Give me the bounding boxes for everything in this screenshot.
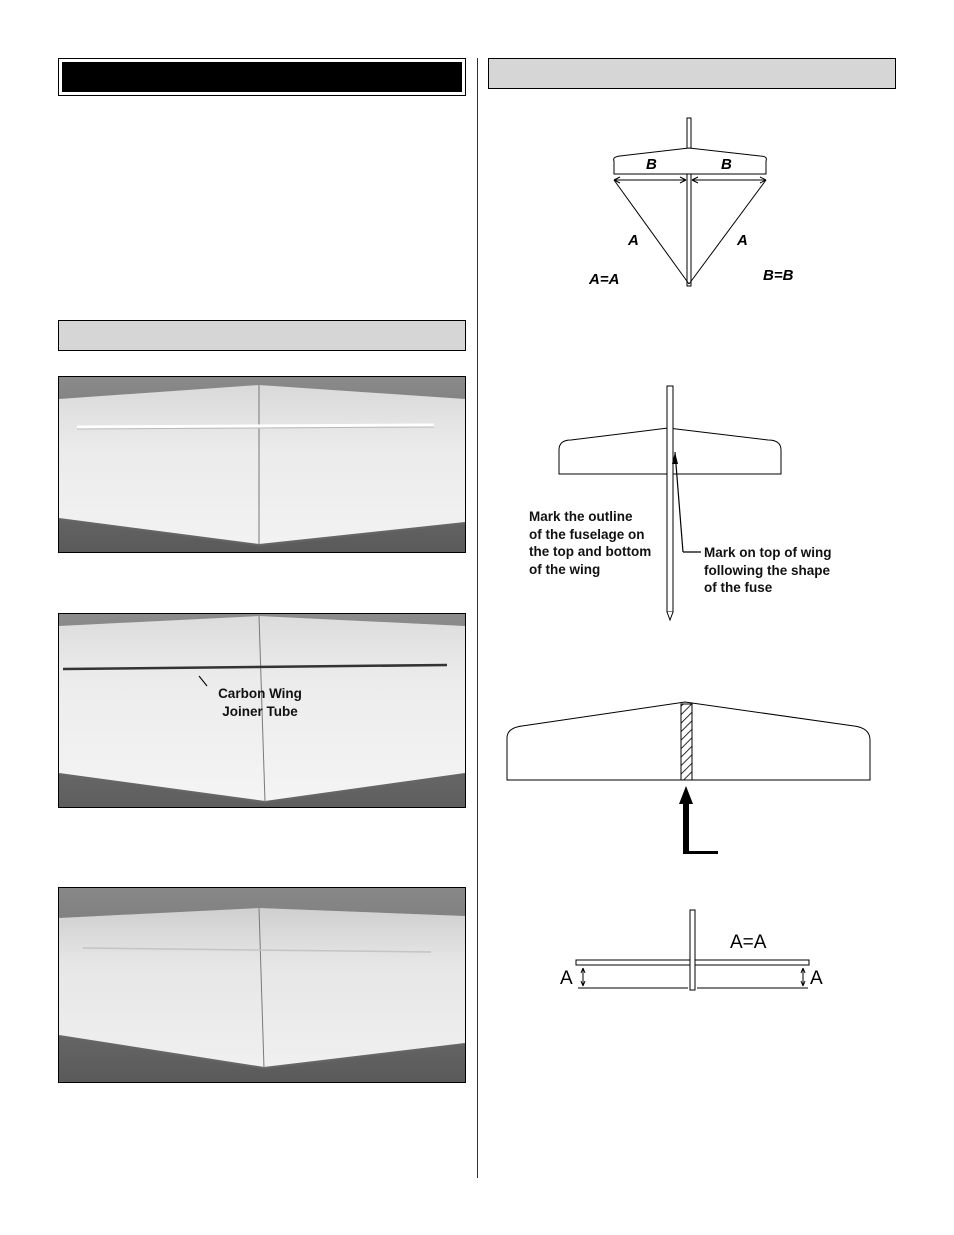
diagram4-label-right: A (810, 968, 823, 989)
step-header-bar (58, 320, 466, 351)
note-left-line-1: Mark the outline (529, 509, 633, 524)
callout-line-2: Joiner Tube (222, 703, 298, 719)
wing-center-hatch-diagram (504, 696, 874, 860)
note-left-line-2: of the fuselage on (529, 526, 645, 542)
note-right-line-3: of the fuse (704, 580, 773, 595)
diagram1-label-b-right: B (721, 156, 732, 173)
diagram1-label-a-right: A (737, 232, 748, 249)
wing-photo-3 (58, 887, 466, 1083)
photo2-callout-label (211, 685, 309, 720)
wing-level-diagram (556, 908, 832, 994)
column-divider (477, 58, 478, 1178)
callout-line-1: Carbon Wing (218, 686, 302, 701)
note-mark-top (704, 544, 832, 597)
diagram1-label-a-left: A (628, 232, 639, 249)
note-right-line-2: following the shape (704, 562, 831, 578)
note-left-line-4: of the wing (529, 561, 601, 577)
diagram4-label-left: A (560, 968, 573, 989)
diagram1-eq-b: B=B (763, 267, 794, 284)
diagram4-eq: A=A (730, 932, 767, 953)
section-header-black (58, 58, 466, 96)
note-mark-outline (529, 508, 651, 578)
note-right-line-1: Mark on top of wing (704, 545, 832, 560)
wing-square-diagram (580, 112, 820, 292)
diagram1-eq-a: A=A (589, 271, 620, 288)
note-left-line-3: the top and bottom (529, 544, 652, 559)
diagram1-label-b-left: B (646, 156, 657, 173)
wing-photo-1 (58, 376, 466, 553)
step-header-bar-right (488, 58, 896, 89)
